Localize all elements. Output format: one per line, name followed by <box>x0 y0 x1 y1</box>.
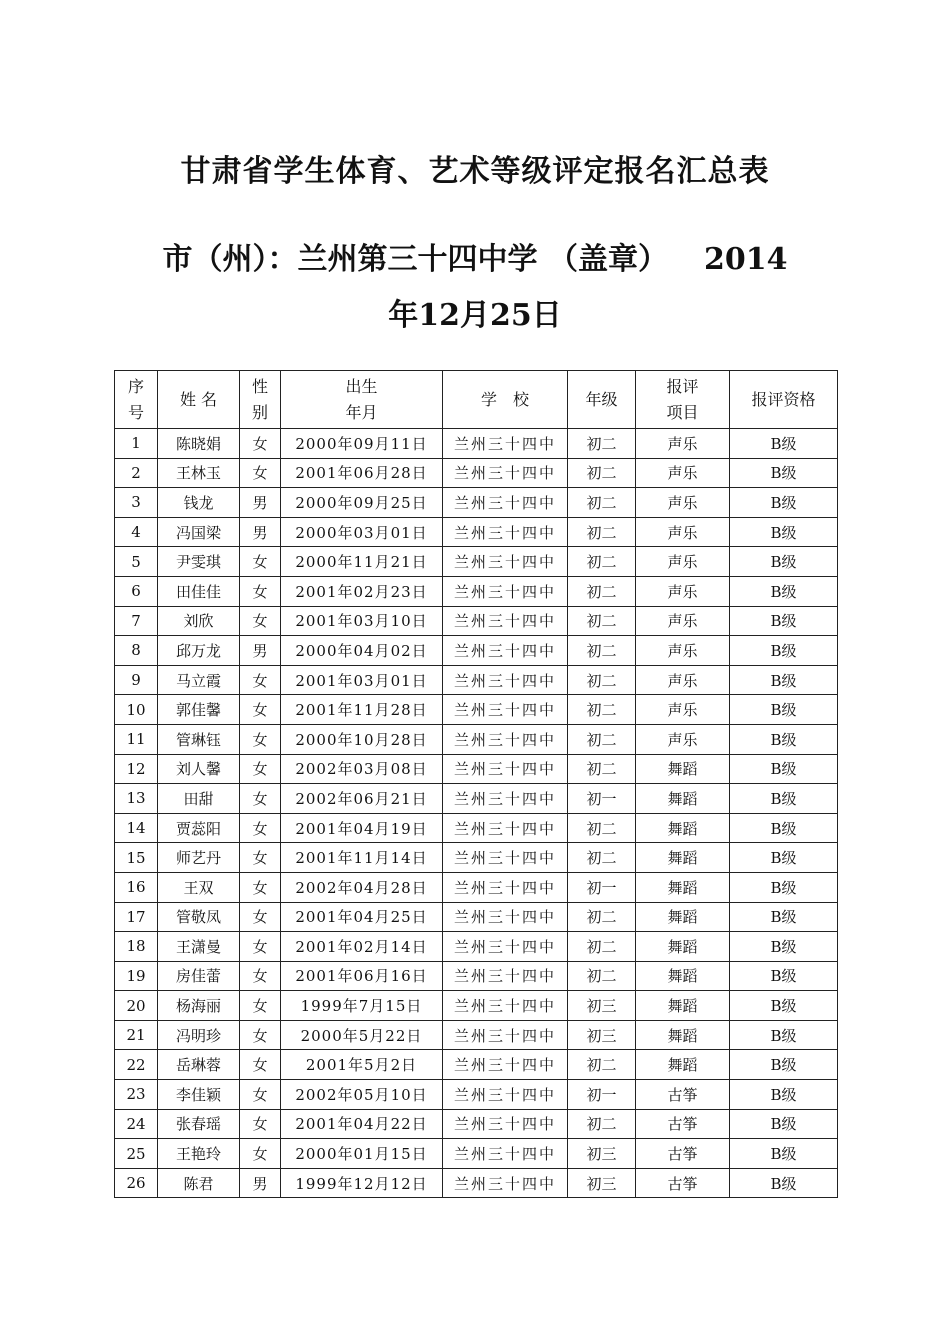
cell-school: 兰州三十四中 <box>443 932 568 962</box>
table-row <box>115 724 838 754</box>
cell-no: 10 <box>115 695 158 725</box>
cell-gender: 女 <box>240 606 281 636</box>
cell-birth: 2000年03月01日 <box>281 517 443 547</box>
cell-name: 邱万龙 <box>158 636 240 666</box>
cell-name: 师艺丹 <box>158 843 240 873</box>
cell-name: 钱龙 <box>158 488 240 518</box>
cell-item: 舞蹈 <box>636 991 730 1021</box>
cell-name: 冯国梁 <box>158 517 240 547</box>
table-row <box>115 1139 838 1169</box>
cell-gender: 女 <box>240 429 281 459</box>
cell-birth: 2001年06月16日 <box>281 961 443 991</box>
cell-level: B级 <box>730 695 838 725</box>
cell-school: 兰州三十四中 <box>443 961 568 991</box>
cell-name: 王艳玲 <box>158 1139 240 1169</box>
cell-gender: 男 <box>240 636 281 666</box>
cell-name: 尹雯琪 <box>158 547 240 577</box>
cell-gender: 女 <box>240 1020 281 1050</box>
cell-school: 兰州三十四中 <box>443 1050 568 1080</box>
cell-item: 古筝 <box>636 1080 730 1110</box>
cell-name: 马立霞 <box>158 665 240 695</box>
cell-grade: 初一 <box>568 1080 636 1110</box>
cell-birth: 2002年05月10日 <box>281 1080 443 1110</box>
cell-grade: 初三 <box>568 1139 636 1169</box>
cell-grade: 初二 <box>568 636 636 666</box>
cell-item: 声乐 <box>636 665 730 695</box>
cell-gender: 女 <box>240 1109 281 1139</box>
cell-name: 张春瑶 <box>158 1109 240 1139</box>
cell-gender: 女 <box>240 902 281 932</box>
cell-birth: 2000年09月25日 <box>281 488 443 518</box>
cell-name: 管敬凤 <box>158 902 240 932</box>
cell-gender: 女 <box>240 458 281 488</box>
table-row <box>115 961 838 991</box>
cell-no: 20 <box>115 991 158 1021</box>
table-header-row <box>115 371 838 429</box>
cell-gender: 女 <box>240 784 281 814</box>
cell-name: 房佳蕾 <box>158 961 240 991</box>
page-subtitle <box>150 232 800 344</box>
cell-school: 兰州三十四中 <box>443 872 568 902</box>
cell-school: 兰州三十四中 <box>443 547 568 577</box>
cell-level: B级 <box>730 636 838 666</box>
cell-school: 兰州三十四中 <box>443 429 568 459</box>
table-row <box>115 488 838 518</box>
cell-no: 11 <box>115 724 158 754</box>
cell-school: 兰州三十四中 <box>443 576 568 606</box>
cell-school: 兰州三十四中 <box>443 1168 568 1198</box>
cell-school: 兰州三十四中 <box>443 784 568 814</box>
cell-school: 兰州三十四中 <box>443 517 568 547</box>
cell-school: 兰州三十四中 <box>443 1020 568 1050</box>
cell-grade: 初二 <box>568 932 636 962</box>
cell-no: 18 <box>115 932 158 962</box>
cell-item: 声乐 <box>636 606 730 636</box>
header-birth: 出生 年月 <box>281 371 443 429</box>
cell-item: 古筝 <box>636 1109 730 1139</box>
cell-name: 王双 <box>158 872 240 902</box>
cell-school: 兰州三十四中 <box>443 754 568 784</box>
cell-gender: 女 <box>240 1139 281 1169</box>
table-row <box>115 872 838 902</box>
cell-no: 4 <box>115 517 158 547</box>
cell-school: 兰州三十四中 <box>443 991 568 1021</box>
cell-level: B级 <box>730 517 838 547</box>
subtitle-city-school: 市（州）：兰州第三十四中学 （盖章） <box>162 242 668 277</box>
cell-gender: 男 <box>240 517 281 547</box>
cell-grade: 初二 <box>568 665 636 695</box>
cell-grade: 初二 <box>568 724 636 754</box>
cell-item: 声乐 <box>636 429 730 459</box>
table-row <box>115 576 838 606</box>
cell-level: B级 <box>730 1020 838 1050</box>
cell-birth: 2001年06月28日 <box>281 458 443 488</box>
cell-grade: 初二 <box>568 1050 636 1080</box>
table-row <box>115 1109 838 1139</box>
cell-gender: 女 <box>240 576 281 606</box>
cell-birth: 2001年04月19日 <box>281 813 443 843</box>
cell-school: 兰州三十四中 <box>443 636 568 666</box>
cell-name: 郭佳馨 <box>158 695 240 725</box>
header-grade: 年级 <box>568 371 636 429</box>
header-level: 报评资格 <box>730 371 838 429</box>
cell-name: 王林玉 <box>158 458 240 488</box>
table-row <box>115 606 838 636</box>
cell-item: 声乐 <box>636 488 730 518</box>
cell-name: 陈晓娟 <box>158 429 240 459</box>
table-row <box>115 665 838 695</box>
subtitle-date: 年12月25日 <box>388 298 562 333</box>
header-item: 报评 项目 <box>636 371 730 429</box>
cell-gender: 女 <box>240 843 281 873</box>
cell-name: 贾蕊阳 <box>158 813 240 843</box>
cell-grade: 初二 <box>568 547 636 577</box>
cell-gender: 男 <box>240 1168 281 1198</box>
cell-item: 舞蹈 <box>636 932 730 962</box>
cell-name: 刘人馨 <box>158 754 240 784</box>
registration-table <box>114 370 838 1198</box>
cell-gender: 女 <box>240 754 281 784</box>
cell-item: 舞蹈 <box>636 1050 730 1080</box>
table-row <box>115 902 838 932</box>
cell-school: 兰州三十四中 <box>443 843 568 873</box>
cell-birth: 2002年03月08日 <box>281 754 443 784</box>
cell-level: B级 <box>730 902 838 932</box>
cell-no: 23 <box>115 1080 158 1110</box>
cell-gender: 女 <box>240 1050 281 1080</box>
cell-gender: 女 <box>240 991 281 1021</box>
table-row <box>115 1020 838 1050</box>
cell-no: 22 <box>115 1050 158 1080</box>
table-row <box>115 932 838 962</box>
cell-birth: 2001年04月22日 <box>281 1109 443 1139</box>
cell-birth: 2002年04月28日 <box>281 872 443 902</box>
cell-grade: 初二 <box>568 606 636 636</box>
cell-gender: 女 <box>240 961 281 991</box>
cell-item: 舞蹈 <box>636 784 730 814</box>
cell-no: 3 <box>115 488 158 518</box>
cell-item: 舞蹈 <box>636 902 730 932</box>
cell-gender: 女 <box>240 695 281 725</box>
cell-item: 声乐 <box>636 695 730 725</box>
cell-level: B级 <box>730 724 838 754</box>
cell-item: 声乐 <box>636 724 730 754</box>
cell-name: 陈君 <box>158 1168 240 1198</box>
cell-level: B级 <box>730 991 838 1021</box>
cell-level: B级 <box>730 1168 838 1198</box>
cell-no: 7 <box>115 606 158 636</box>
cell-birth: 2002年06月21日 <box>281 784 443 814</box>
cell-name: 田甜 <box>158 784 240 814</box>
cell-level: B级 <box>730 429 838 459</box>
cell-no: 14 <box>115 813 158 843</box>
cell-item: 舞蹈 <box>636 754 730 784</box>
cell-gender: 女 <box>240 547 281 577</box>
cell-level: B级 <box>730 754 838 784</box>
table-row <box>115 429 838 459</box>
cell-birth: 2000年5月22日 <box>281 1020 443 1050</box>
cell-no: 12 <box>115 754 158 784</box>
cell-grade: 初二 <box>568 813 636 843</box>
table-row <box>115 991 838 1021</box>
cell-name: 田佳佳 <box>158 576 240 606</box>
cell-level: B级 <box>730 843 838 873</box>
cell-level: B级 <box>730 932 838 962</box>
cell-name: 刘欣 <box>158 606 240 636</box>
header-school: 学 校 <box>443 371 568 429</box>
cell-no: 17 <box>115 902 158 932</box>
cell-item: 舞蹈 <box>636 843 730 873</box>
cell-gender: 男 <box>240 488 281 518</box>
cell-item: 古筝 <box>636 1168 730 1198</box>
cell-name: 杨海丽 <box>158 991 240 1021</box>
cell-school: 兰州三十四中 <box>443 1080 568 1110</box>
cell-level: B级 <box>730 576 838 606</box>
cell-grade: 初三 <box>568 991 636 1021</box>
cell-birth: 2001年03月01日 <box>281 665 443 695</box>
cell-name: 岳琳蓉 <box>158 1050 240 1080</box>
cell-item: 声乐 <box>636 576 730 606</box>
cell-no: 21 <box>115 1020 158 1050</box>
cell-level: B级 <box>730 1109 838 1139</box>
cell-level: B级 <box>730 872 838 902</box>
cell-birth: 2000年11月21日 <box>281 547 443 577</box>
cell-no: 13 <box>115 784 158 814</box>
cell-birth: 2001年02月23日 <box>281 576 443 606</box>
cell-birth: 2000年10月28日 <box>281 724 443 754</box>
table-row <box>115 695 838 725</box>
cell-no: 25 <box>115 1139 158 1169</box>
cell-grade: 初二 <box>568 754 636 784</box>
cell-gender: 女 <box>240 665 281 695</box>
cell-birth: 2001年11月14日 <box>281 843 443 873</box>
cell-gender: 女 <box>240 724 281 754</box>
cell-grade: 初一 <box>568 784 636 814</box>
cell-school: 兰州三十四中 <box>443 488 568 518</box>
cell-grade: 初二 <box>568 902 636 932</box>
cell-birth: 1999年12月12日 <box>281 1168 443 1198</box>
cell-birth: 2001年04月25日 <box>281 902 443 932</box>
cell-grade: 初二 <box>568 429 636 459</box>
cell-level: B级 <box>730 784 838 814</box>
cell-gender: 女 <box>240 813 281 843</box>
cell-item: 舞蹈 <box>636 961 730 991</box>
cell-level: B级 <box>730 1080 838 1110</box>
cell-birth: 1999年7月15日 <box>281 991 443 1021</box>
cell-birth: 2000年04月02日 <box>281 636 443 666</box>
cell-name: 王潇曼 <box>158 932 240 962</box>
header-gender: 性 别 <box>240 371 281 429</box>
cell-school: 兰州三十四中 <box>443 695 568 725</box>
cell-school: 兰州三十四中 <box>443 458 568 488</box>
table-row <box>115 784 838 814</box>
cell-no: 6 <box>115 576 158 606</box>
table-row <box>115 636 838 666</box>
cell-item: 声乐 <box>636 517 730 547</box>
cell-grade: 初二 <box>568 488 636 518</box>
cell-item: 声乐 <box>636 636 730 666</box>
cell-level: B级 <box>730 665 838 695</box>
table-row <box>115 843 838 873</box>
table-row <box>115 458 838 488</box>
cell-level: B级 <box>730 1139 838 1169</box>
cell-birth: 2001年11月28日 <box>281 695 443 725</box>
cell-level: B级 <box>730 1050 838 1080</box>
cell-level: B级 <box>730 813 838 843</box>
cell-school: 兰州三十四中 <box>443 902 568 932</box>
cell-gender: 女 <box>240 872 281 902</box>
cell-no: 19 <box>115 961 158 991</box>
cell-grade: 初二 <box>568 458 636 488</box>
cell-grade: 初三 <box>568 1020 636 1050</box>
cell-school: 兰州三十四中 <box>443 606 568 636</box>
subtitle-year: 2014 <box>703 242 788 277</box>
header-no: 序 号 <box>115 371 158 429</box>
cell-birth: 2000年09月11日 <box>281 429 443 459</box>
cell-no: 8 <box>115 636 158 666</box>
cell-item: 舞蹈 <box>636 872 730 902</box>
cell-school: 兰州三十四中 <box>443 813 568 843</box>
cell-grade: 初一 <box>568 872 636 902</box>
cell-grade: 初二 <box>568 695 636 725</box>
cell-name: 管琳钰 <box>158 724 240 754</box>
cell-no: 26 <box>115 1168 158 1198</box>
cell-level: B级 <box>730 606 838 636</box>
cell-birth: 2001年02月14日 <box>281 932 443 962</box>
cell-gender: 女 <box>240 932 281 962</box>
cell-school: 兰州三十四中 <box>443 665 568 695</box>
table-row <box>115 754 838 784</box>
cell-no: 2 <box>115 458 158 488</box>
cell-item: 古筝 <box>636 1139 730 1169</box>
cell-grade: 初二 <box>568 517 636 547</box>
table-row <box>115 1050 838 1080</box>
cell-birth: 2001年03月10日 <box>281 606 443 636</box>
cell-grade: 初二 <box>568 843 636 873</box>
cell-item: 舞蹈 <box>636 813 730 843</box>
cell-no: 24 <box>115 1109 158 1139</box>
cell-item: 舞蹈 <box>636 1020 730 1050</box>
cell-level: B级 <box>730 488 838 518</box>
cell-no: 16 <box>115 872 158 902</box>
cell-item: 声乐 <box>636 547 730 577</box>
cell-grade: 初二 <box>568 576 636 606</box>
cell-no: 1 <box>115 429 158 459</box>
cell-birth: 2001年5月2日 <box>281 1050 443 1080</box>
table-row <box>115 547 838 577</box>
cell-no: 15 <box>115 843 158 873</box>
cell-school: 兰州三十四中 <box>443 1139 568 1169</box>
cell-school: 兰州三十四中 <box>443 1109 568 1139</box>
cell-no: 9 <box>115 665 158 695</box>
cell-name: 冯明珍 <box>158 1020 240 1050</box>
cell-school: 兰州三十四中 <box>443 724 568 754</box>
header-name: 姓 名 <box>158 371 240 429</box>
page-title: 甘肃省学生体育、艺术等级评定报名汇总表 <box>180 154 770 189</box>
cell-level: B级 <box>730 458 838 488</box>
table-row <box>115 1168 838 1198</box>
table-row <box>115 1080 838 1110</box>
cell-grade: 初三 <box>568 1168 636 1198</box>
cell-name: 李佳颖 <box>158 1080 240 1110</box>
cell-item: 声乐 <box>636 458 730 488</box>
cell-grade: 初二 <box>568 1109 636 1139</box>
cell-level: B级 <box>730 547 838 577</box>
cell-grade: 初二 <box>568 961 636 991</box>
table-row <box>115 813 838 843</box>
cell-no: 5 <box>115 547 158 577</box>
table-row <box>115 517 838 547</box>
cell-level: B级 <box>730 961 838 991</box>
cell-birth: 2000年01月15日 <box>281 1139 443 1169</box>
cell-gender: 女 <box>240 1080 281 1110</box>
